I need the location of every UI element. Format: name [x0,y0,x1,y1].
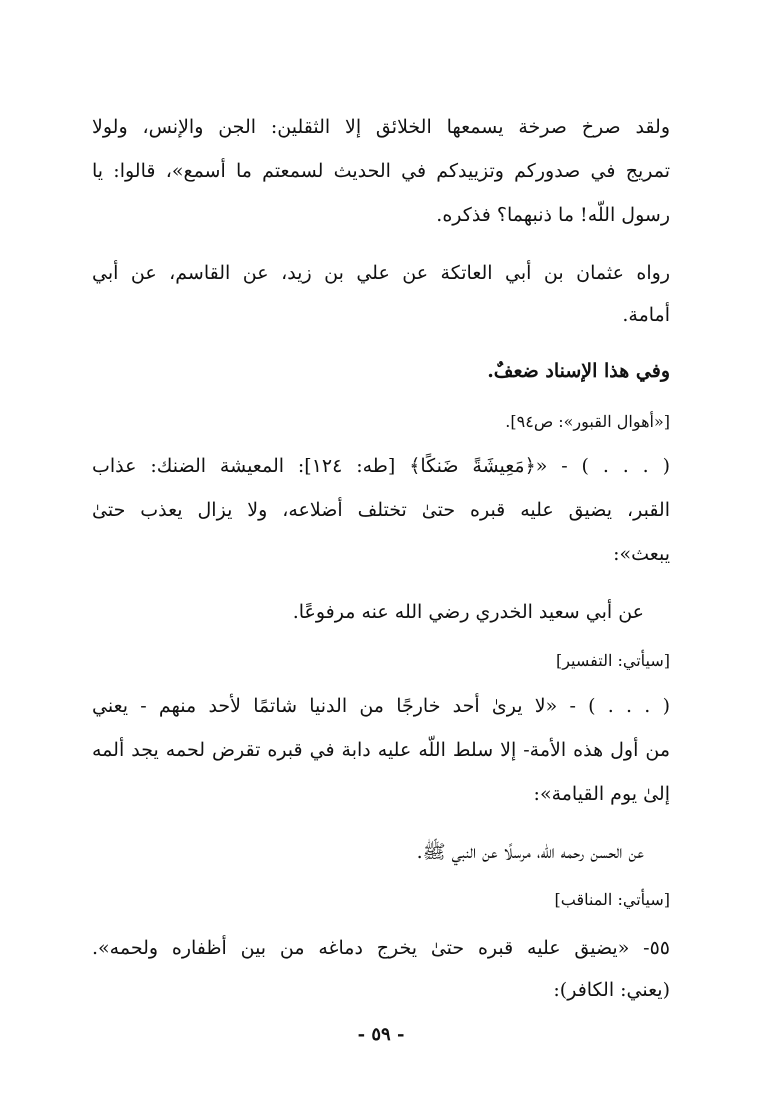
narrator-line-2: عن الحسن رحمه الله، مرسلًا عن النبي ﷺ. [416,841,644,863]
text-line-9: القبر، يضيق عليه قبره حتىٰ تختلف أضلاعه، ولا يزال يعذب حتىٰ [92,499,670,521]
text-line-5: أمامة. [622,304,670,326]
text-line-15: إلىٰ يوم القيامة»: [533,783,670,805]
reference-ahwal-alqubur: [«أهوال القبور»: ص٩٤]. [505,412,670,431]
text-line-1: ولقد صرخ صرخة يسمعها الخلائق إلا الثقلين: الجن والإنس، ولولا [92,116,670,138]
reference-manaqib: [سيأتي: المناقب] [554,890,670,909]
reference-tafsir: [سيأتي: التفسير] [555,651,670,670]
text-line-4: رواه عثمان بن أبي العاتكة عن علي بن زيد، عن القاسم، عن أبي [92,262,670,284]
text-line-3: رسول اللّه! ما ذنبهما؟ فذكره. [436,204,670,226]
hadith-55: ٥٥- «يضيق عليه قبره حتىٰ يخرج دماغه من بين أظفاره ولحمه». [92,937,670,959]
text-line-2: تمريج في صدوركم وتزييدكم في الحديث لسمعتم ما أسمع»، قالوا: يا [92,160,670,182]
page-number: - ٥٩ - [357,1024,405,1045]
isnad-note: وفي هذا الإسناد ضعفٌ. [487,360,670,382]
text-line-19: (يعني: الكافر): [553,979,670,1001]
text-line-10: يبعث»: [613,543,670,565]
text-line-8: ( . . . ) - «﴿مَعِيشَةً ضَنكًا﴾ [طه: ١٢٤]: المعيشة الضنك: عذاب [92,455,670,477]
narrator-line-1: عن أبي سعيد الخدري رضي الله عنه مرفوعًا. [292,601,644,623]
text-line-14: من أول هذه الأمة- إلا سلط اللّه عليه دابة في قبره تقرض لحمه يجد ألمه [92,739,670,761]
text-line-13: ( . . . ) - «لا يرىٰ أحد خارجًا من الدنيا شاتمًا لأحد منهم - يعني [92,695,670,717]
